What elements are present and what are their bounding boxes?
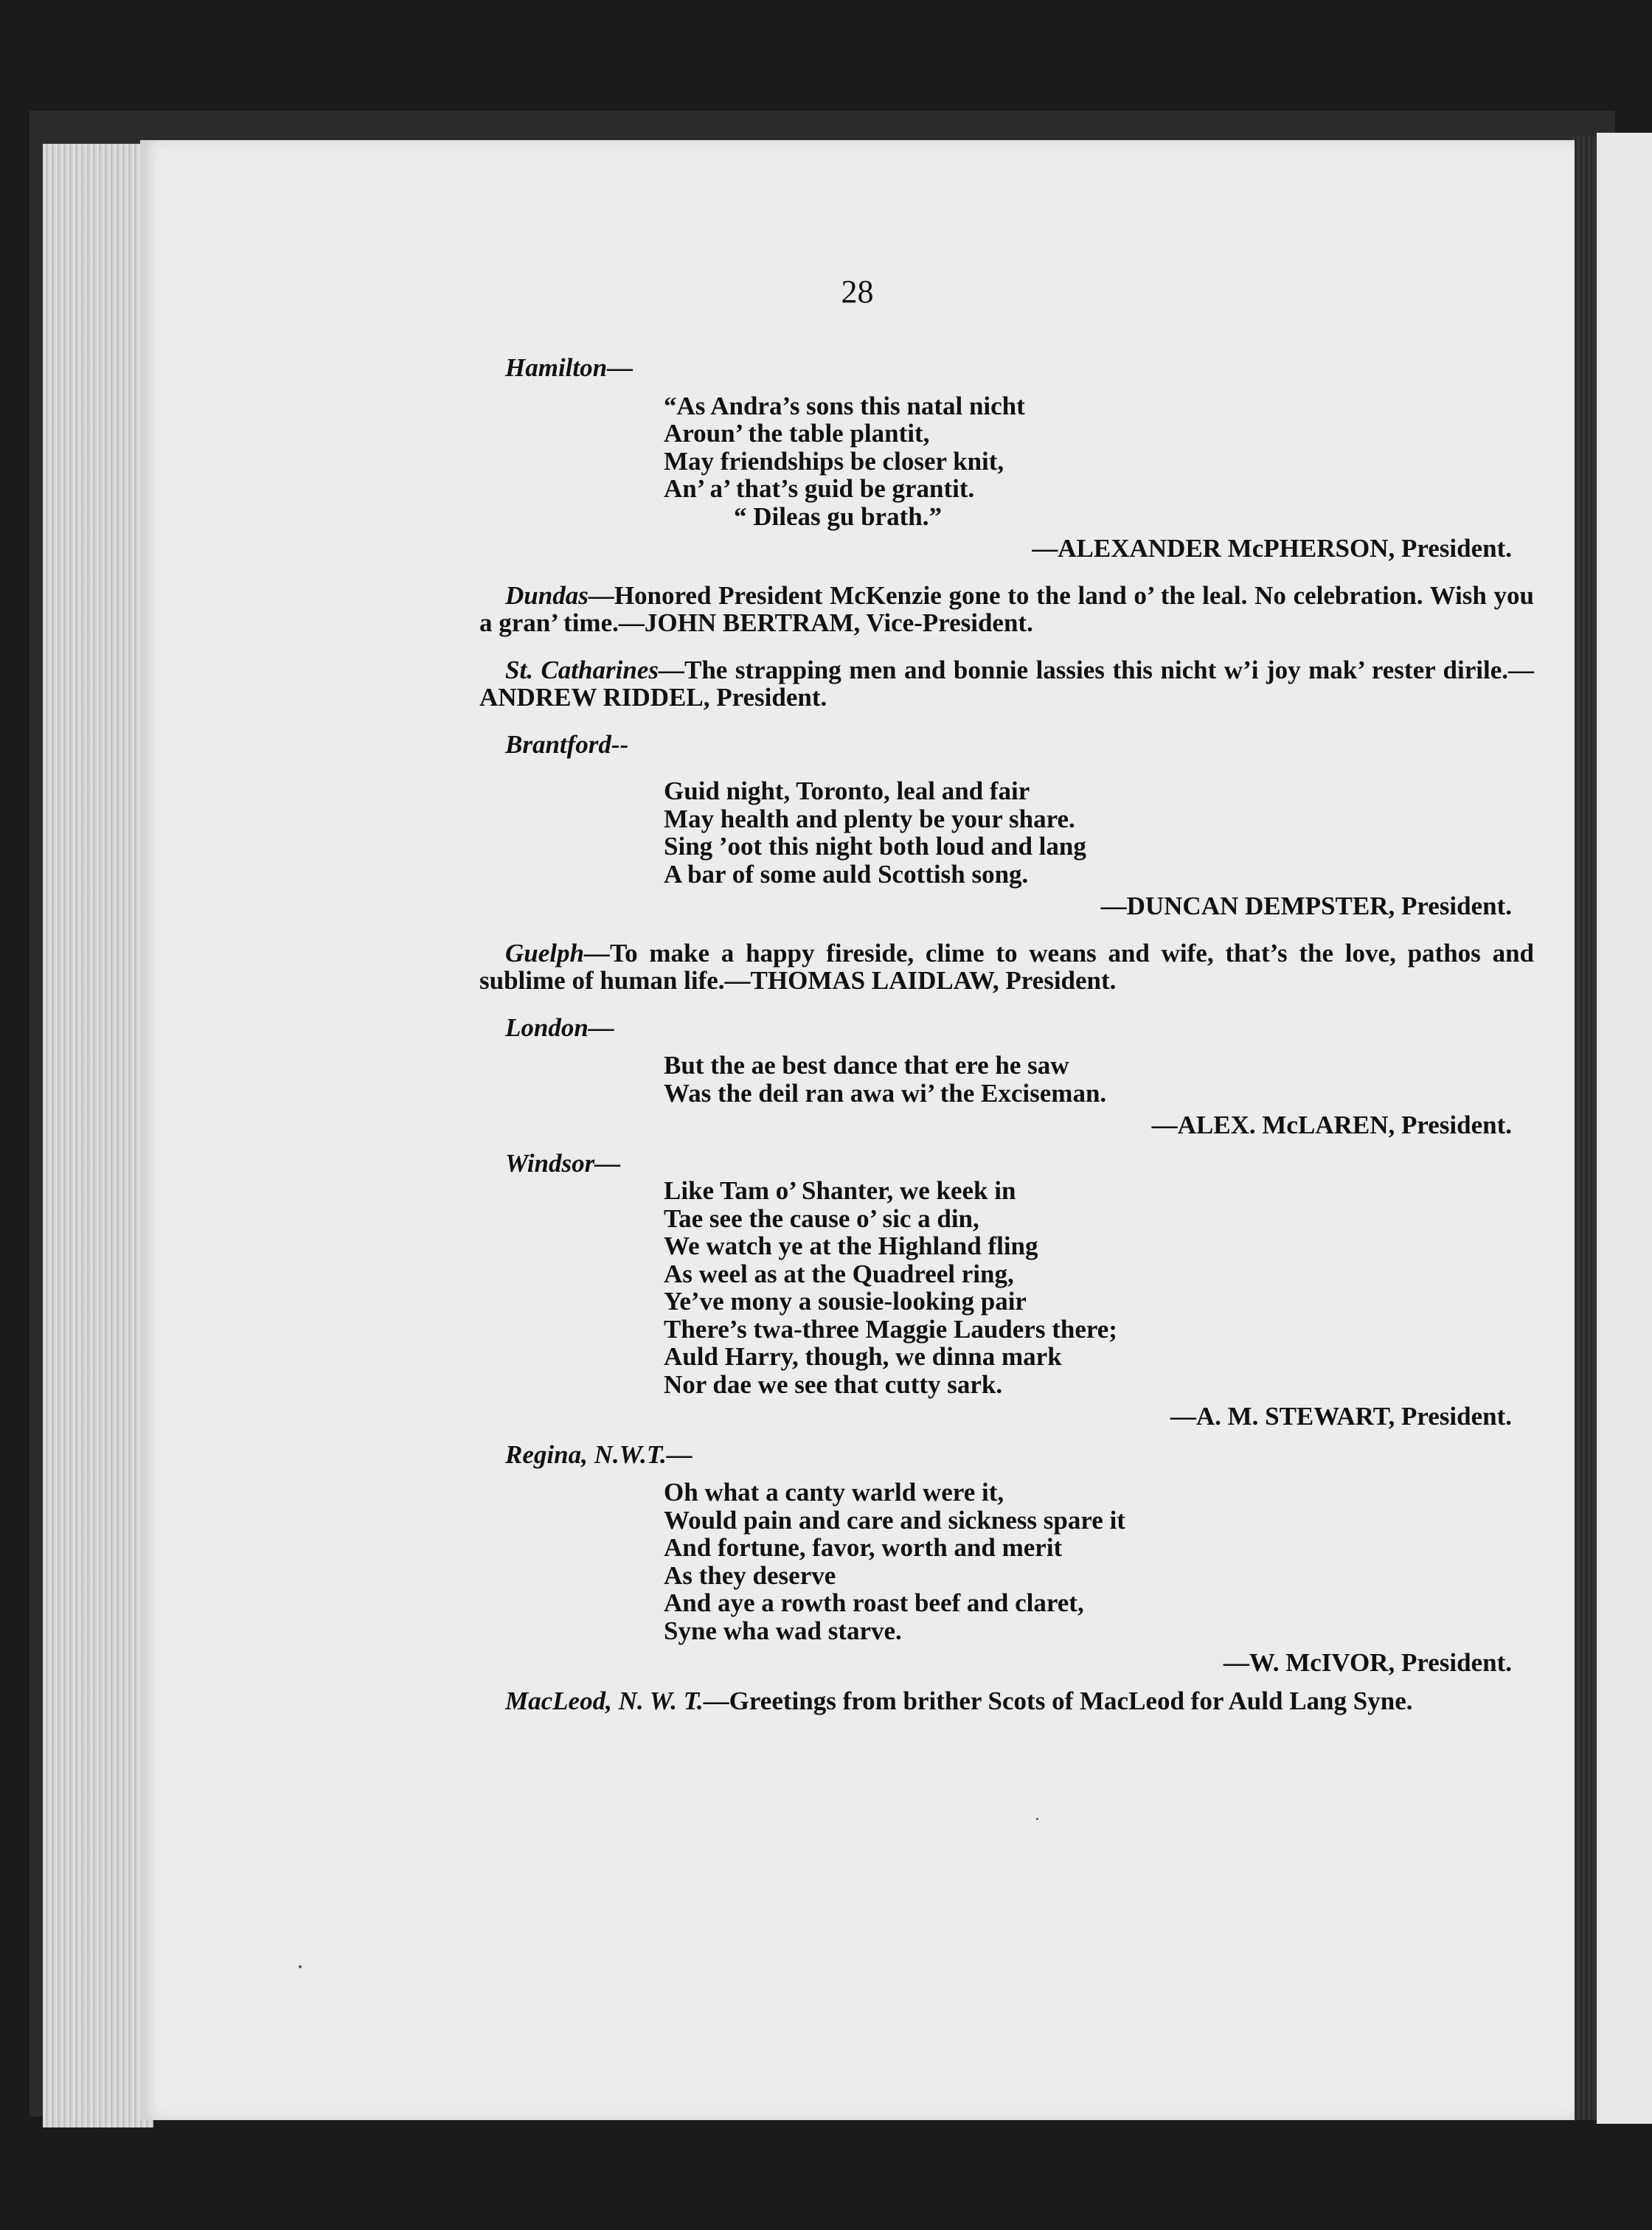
place-heading: London— [505,1012,614,1042]
verse-line: A bar of some auld Scottish song. [664,859,1029,889]
verse-line: Auld Harry, though, we dinna mark [664,1342,1062,1371]
verse-line: Syne wha wad starve. [664,1616,902,1645]
verse-line: Oh what a canty warld were it, [664,1478,1004,1507]
signature: —DUNCAN DEMPSTER, President. [1100,892,1512,920]
entry-regina [479,1441,1534,1677]
verse-line: “As Andra’s sons this natal nicht [664,391,1025,420]
entry-text: The strapping men and bonnie lassies this nicht w’i joy mak’ rester dirile.—ANDREW RIDDEL, President. [479,655,1534,712]
verse-line: As weel as at the Quadreel ring, [664,1259,1014,1288]
entry-dundas [479,582,1534,637]
verse [479,1052,1534,1107]
verse-line: Ye’ve mony a sousie-looking pair [664,1287,1027,1316]
verse-line: Like Tam o’ Shanter, we keek in [664,1176,1016,1205]
entry-text: Honored President McKenzie gone to the land o’ the leal. No celebration. Wish you a gran’ time.—JOHN BERTRAM, Vice-President. [479,580,1534,637]
entry-hamilton [479,354,1534,563]
entry-st-catharines [479,656,1534,712]
entry-guelph [479,939,1534,995]
place-heading: Guelph— [505,938,610,968]
verse-line: And fortune, favor, worth and merit [664,1533,1063,1562]
verse-line: As they deserve [664,1560,836,1590]
paper-speck [299,1965,302,1968]
entry-text: To make a happy fireside, clime to weans and wife, that’s the love, pathos and sublime of human life.—THOMAS LAIDLAW, President. [479,938,1534,995]
verse-line: Tae see the cause o’ sic a din, [664,1203,979,1233]
verse-line: Aroun’ the table plantit, [664,419,930,448]
place-heading: Dundas— [505,580,614,610]
page-content [479,354,1534,1715]
verse-line: “ Dileas gu brath.” [734,501,942,531]
verse-line: We watch ye at the Highland fling [664,1232,1038,1260]
verse-line: But the ae best dance that ere he saw [664,1051,1069,1080]
place-heading: St. Catharines— [505,655,684,684]
entry-windsor [479,1150,1534,1431]
entry-macleod [479,1687,1534,1715]
verse-line: Sing ’oot this night both loud and lang [664,832,1086,861]
place-heading: Windsor— [505,1148,621,1178]
book-page [140,140,1575,2120]
place-heading: Hamilton— [505,353,634,382]
verse [479,1479,1534,1644]
verse [479,392,1534,531]
page-number: 28 [841,274,874,310]
verse-line: Was the deil ran awa wi’ the Exciseman. [664,1078,1107,1108]
signature: —A. M. STEWART, President. [1170,1402,1512,1431]
signature: —ALEXANDER McPHERSON, President. [1032,534,1512,563]
paper-speck [1036,1818,1038,1820]
stacked-page-edges-left [43,144,153,2127]
place-heading: Brantford-- [505,729,629,759]
verse [479,1177,1534,1398]
verse-line: Nor dae we see that cutty sark. [664,1369,1003,1399]
entry-text: —Greetings from brither Scots of MacLeod for Auld Lang Syne. [703,1686,1413,1715]
signature: —ALEX. McLAREN, President. [1151,1111,1512,1139]
facing-page-sliver [1597,133,1652,2124]
verse-line: Would pain and care and sickness spare it [664,1505,1125,1535]
entry-london [479,1014,1534,1139]
verse-line: An’ a’ that’s guid be grantit. [664,474,975,503]
verse-line: Guid night, Toronto, leal and fair [664,777,1030,805]
verse-line: And aye a rowth roast beef and claret, [664,1588,1084,1617]
verse-line: May friendships be closer knit, [664,446,1004,476]
entry-brantford [479,731,1534,920]
verse-line: There’s twa-three Maggie Lauders there; [664,1314,1117,1344]
verse-line: May health and plenty be your share. [664,804,1075,833]
verse [479,777,1534,888]
place-heading: Regina, N.W.T.— [505,1439,693,1469]
place-heading: MacLeod, N. W. T. [505,1686,704,1715]
signature: —W. McIVOR, President. [1223,1648,1512,1677]
